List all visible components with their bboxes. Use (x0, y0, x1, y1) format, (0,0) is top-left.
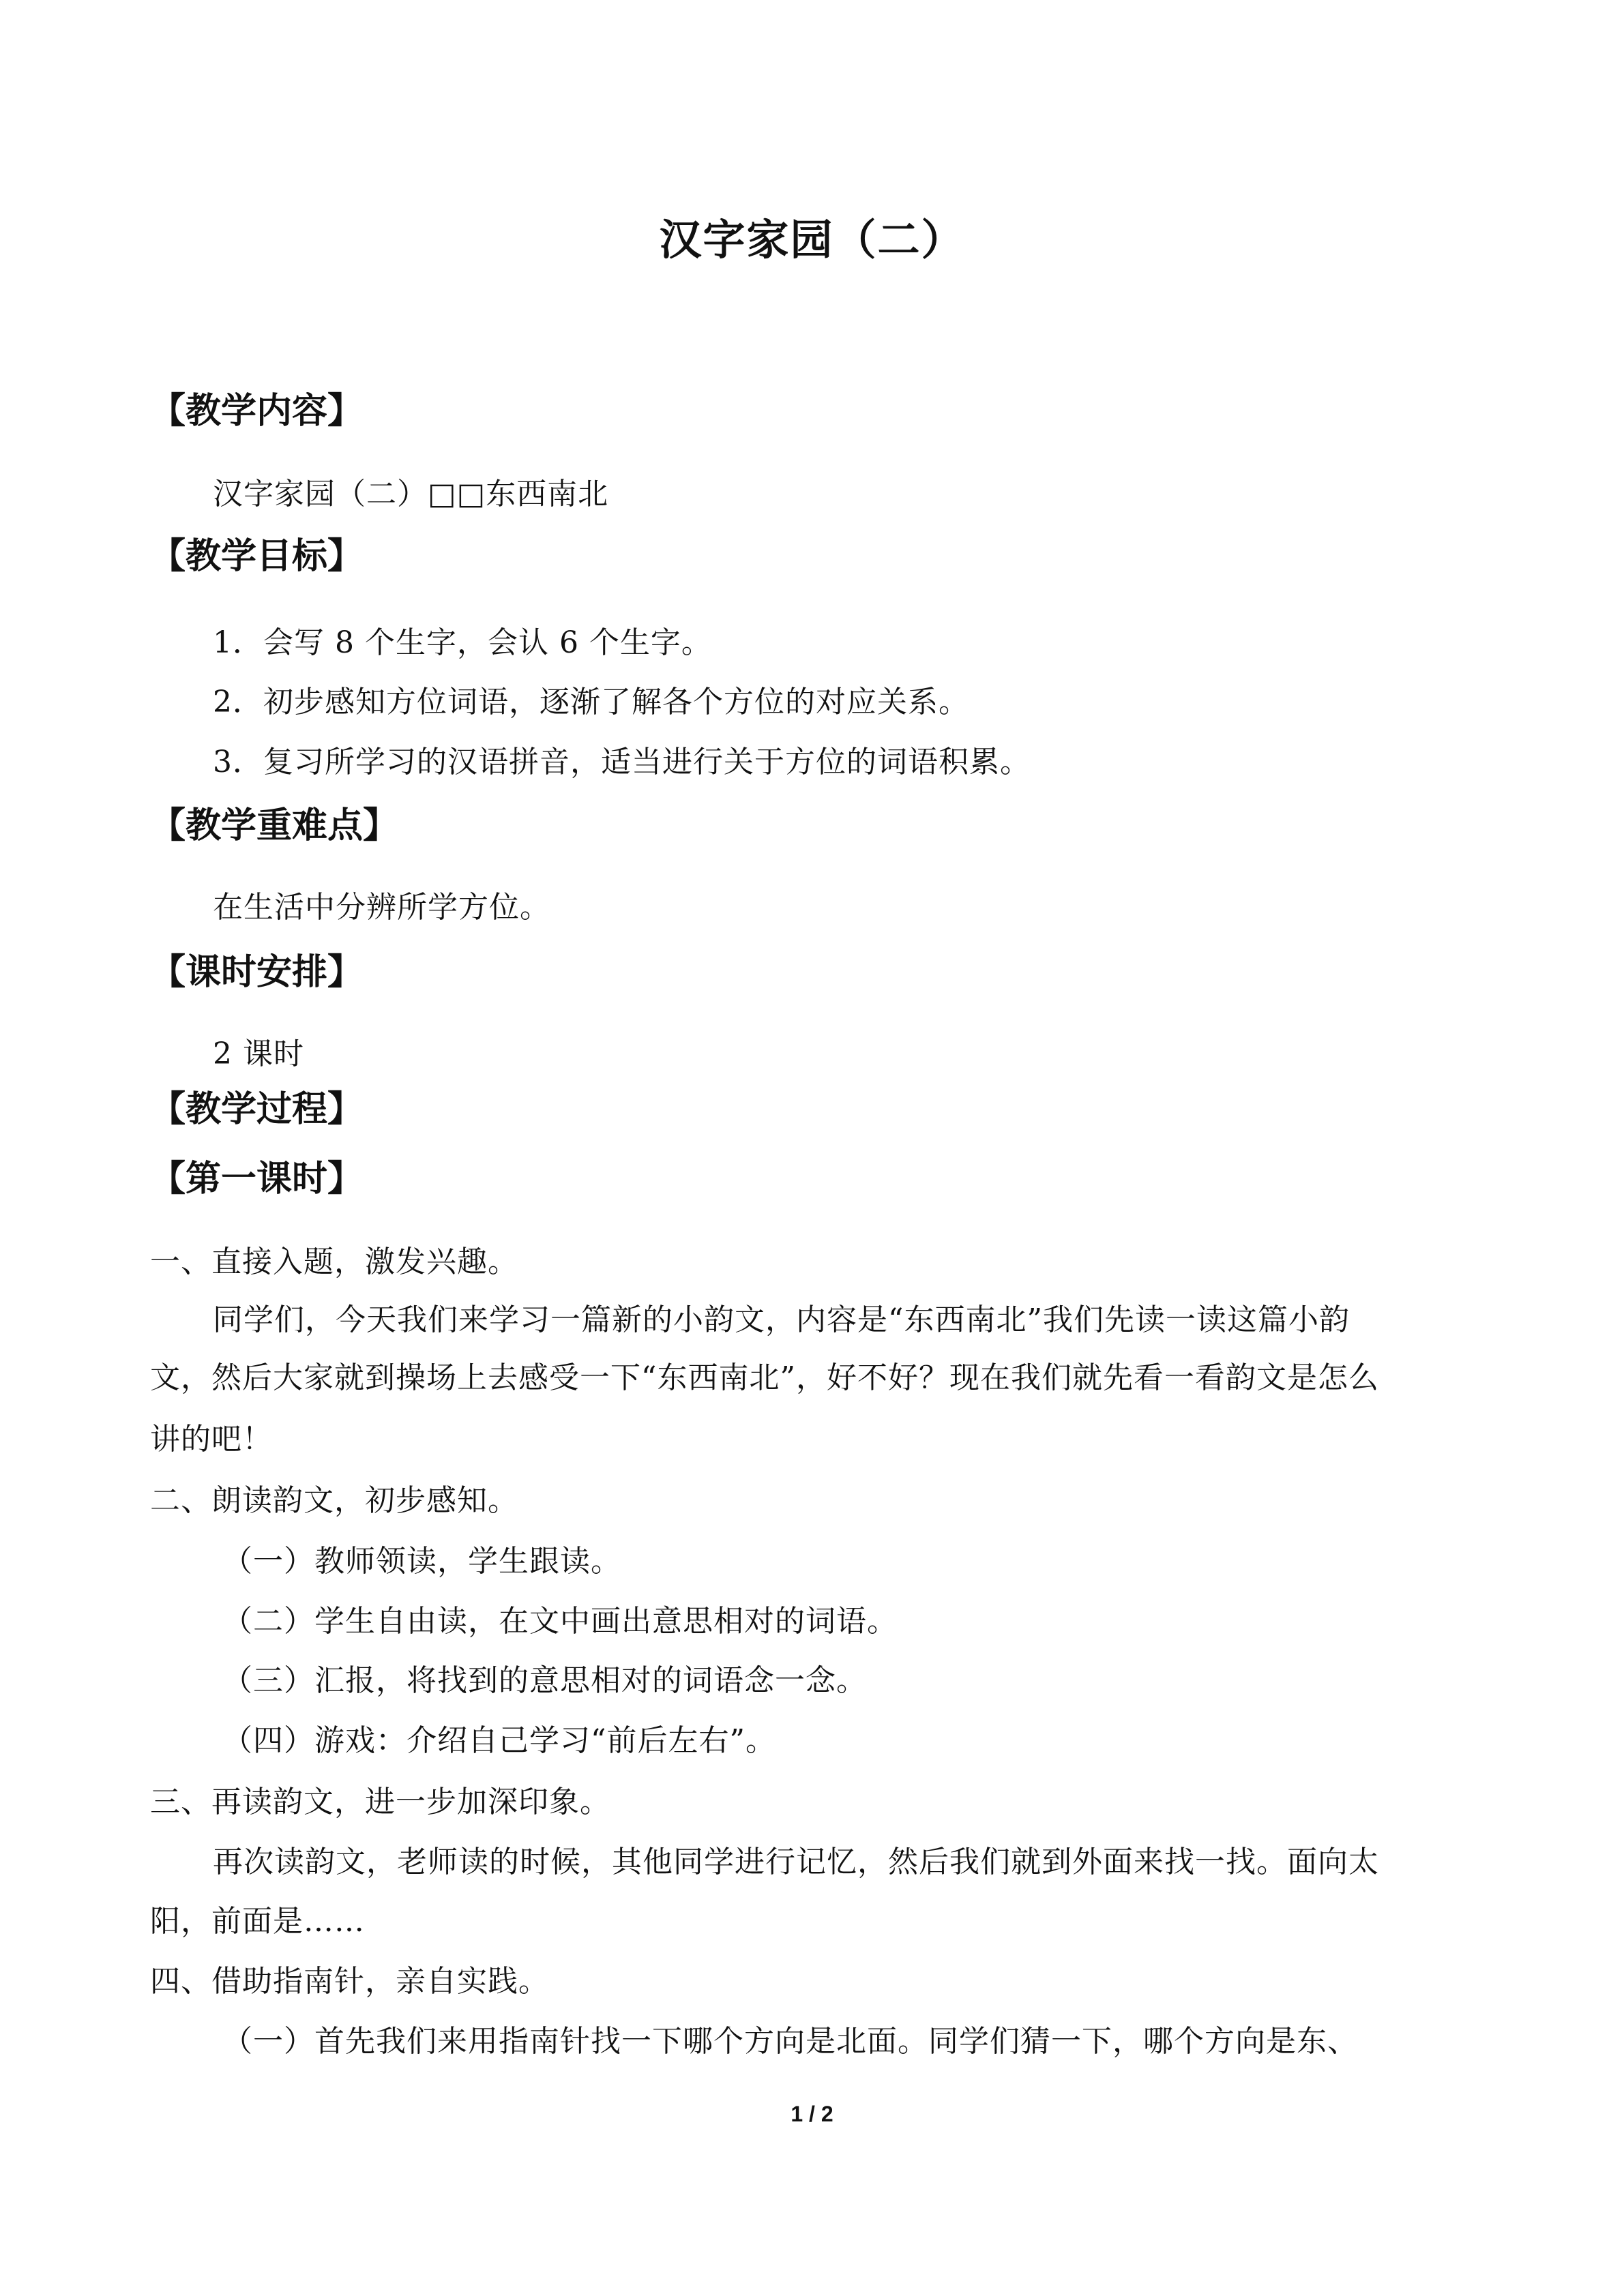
process-paragraph-line: 阳，前面是…… (150, 1904, 365, 1939)
objective-item-1: 1．会写 8 个生字，会认 6 个生字。 (213, 625, 712, 660)
process-step-4: 四、借助指南针，亲自实践。 (150, 1964, 549, 1999)
process-substep: （二）学生自由读，在文中画出意思相对的词语。 (222, 1604, 898, 1639)
process-paragraph-line: 文，然后大家就到操场上去感受一下“东西南北”，好不好？现在我们就先看一看韵文是怎么 (150, 1360, 1379, 1395)
objective-item-2: 2．初步感知方位词语，逐渐了解各个方位的对应关系。 (213, 685, 969, 719)
process-paragraph-line: 讲的吧！ (150, 1422, 273, 1457)
page-number: 1 / 2 (791, 2102, 833, 2126)
process-step-2: 二、朗读韵文，初步感知。 (150, 1483, 518, 1518)
key-difficulties-text: 在生活中分辨所学方位。 (213, 890, 550, 925)
heading-key-difficulties: 【教学重难点】 (150, 805, 399, 846)
heading-teaching-objectives: 【教学目标】 (150, 536, 364, 577)
process-substep: （一）首先我们来用指南针找一下哪个方向是北面。同学们猜一下，哪个方向是东、 (222, 2024, 1358, 2059)
heading-teaching-content: 【教学内容】 (150, 391, 364, 432)
teaching-content-text: 汉字家园（二）□□东西南北 (213, 477, 609, 511)
class-hours-text: 2 课时 (213, 1037, 304, 1071)
process-substep: （四）游戏：介绍自己学习“前后左右”。 (222, 1723, 776, 1758)
process-paragraph-line: 再次读韵文，老师读的时候，其他同学进行记忆，然后我们就到外面来找一找。面向太 (213, 1845, 1379, 1879)
heading-teaching-process: 【教学过程】 (150, 1089, 364, 1130)
document-title: 汉字家园（二） (659, 215, 965, 265)
heading-class-hours: 【课时安排】 (150, 952, 364, 993)
objective-item-3: 3．复习所学习的汉语拼音，适当进行关于方位的词语积累。 (213, 745, 1031, 779)
process-paragraph-line: 同学们，今天我们来学习一篇新的小韵文，内容是“东西南北”我们先读一读这篇小韵 (213, 1302, 1350, 1337)
process-substep: （三）汇报，将找到的意思相对的词语念一念。 (222, 1663, 867, 1698)
process-step-1: 一、直接入题，激发兴趣。 (150, 1244, 518, 1279)
process-step-3: 三、再读韵文，进一步加深印象。 (150, 1785, 610, 1819)
heading-first-lesson: 【第一课时】 (150, 1159, 364, 1199)
process-substep: （一）教师领读，学生跟读。 (222, 1544, 621, 1579)
